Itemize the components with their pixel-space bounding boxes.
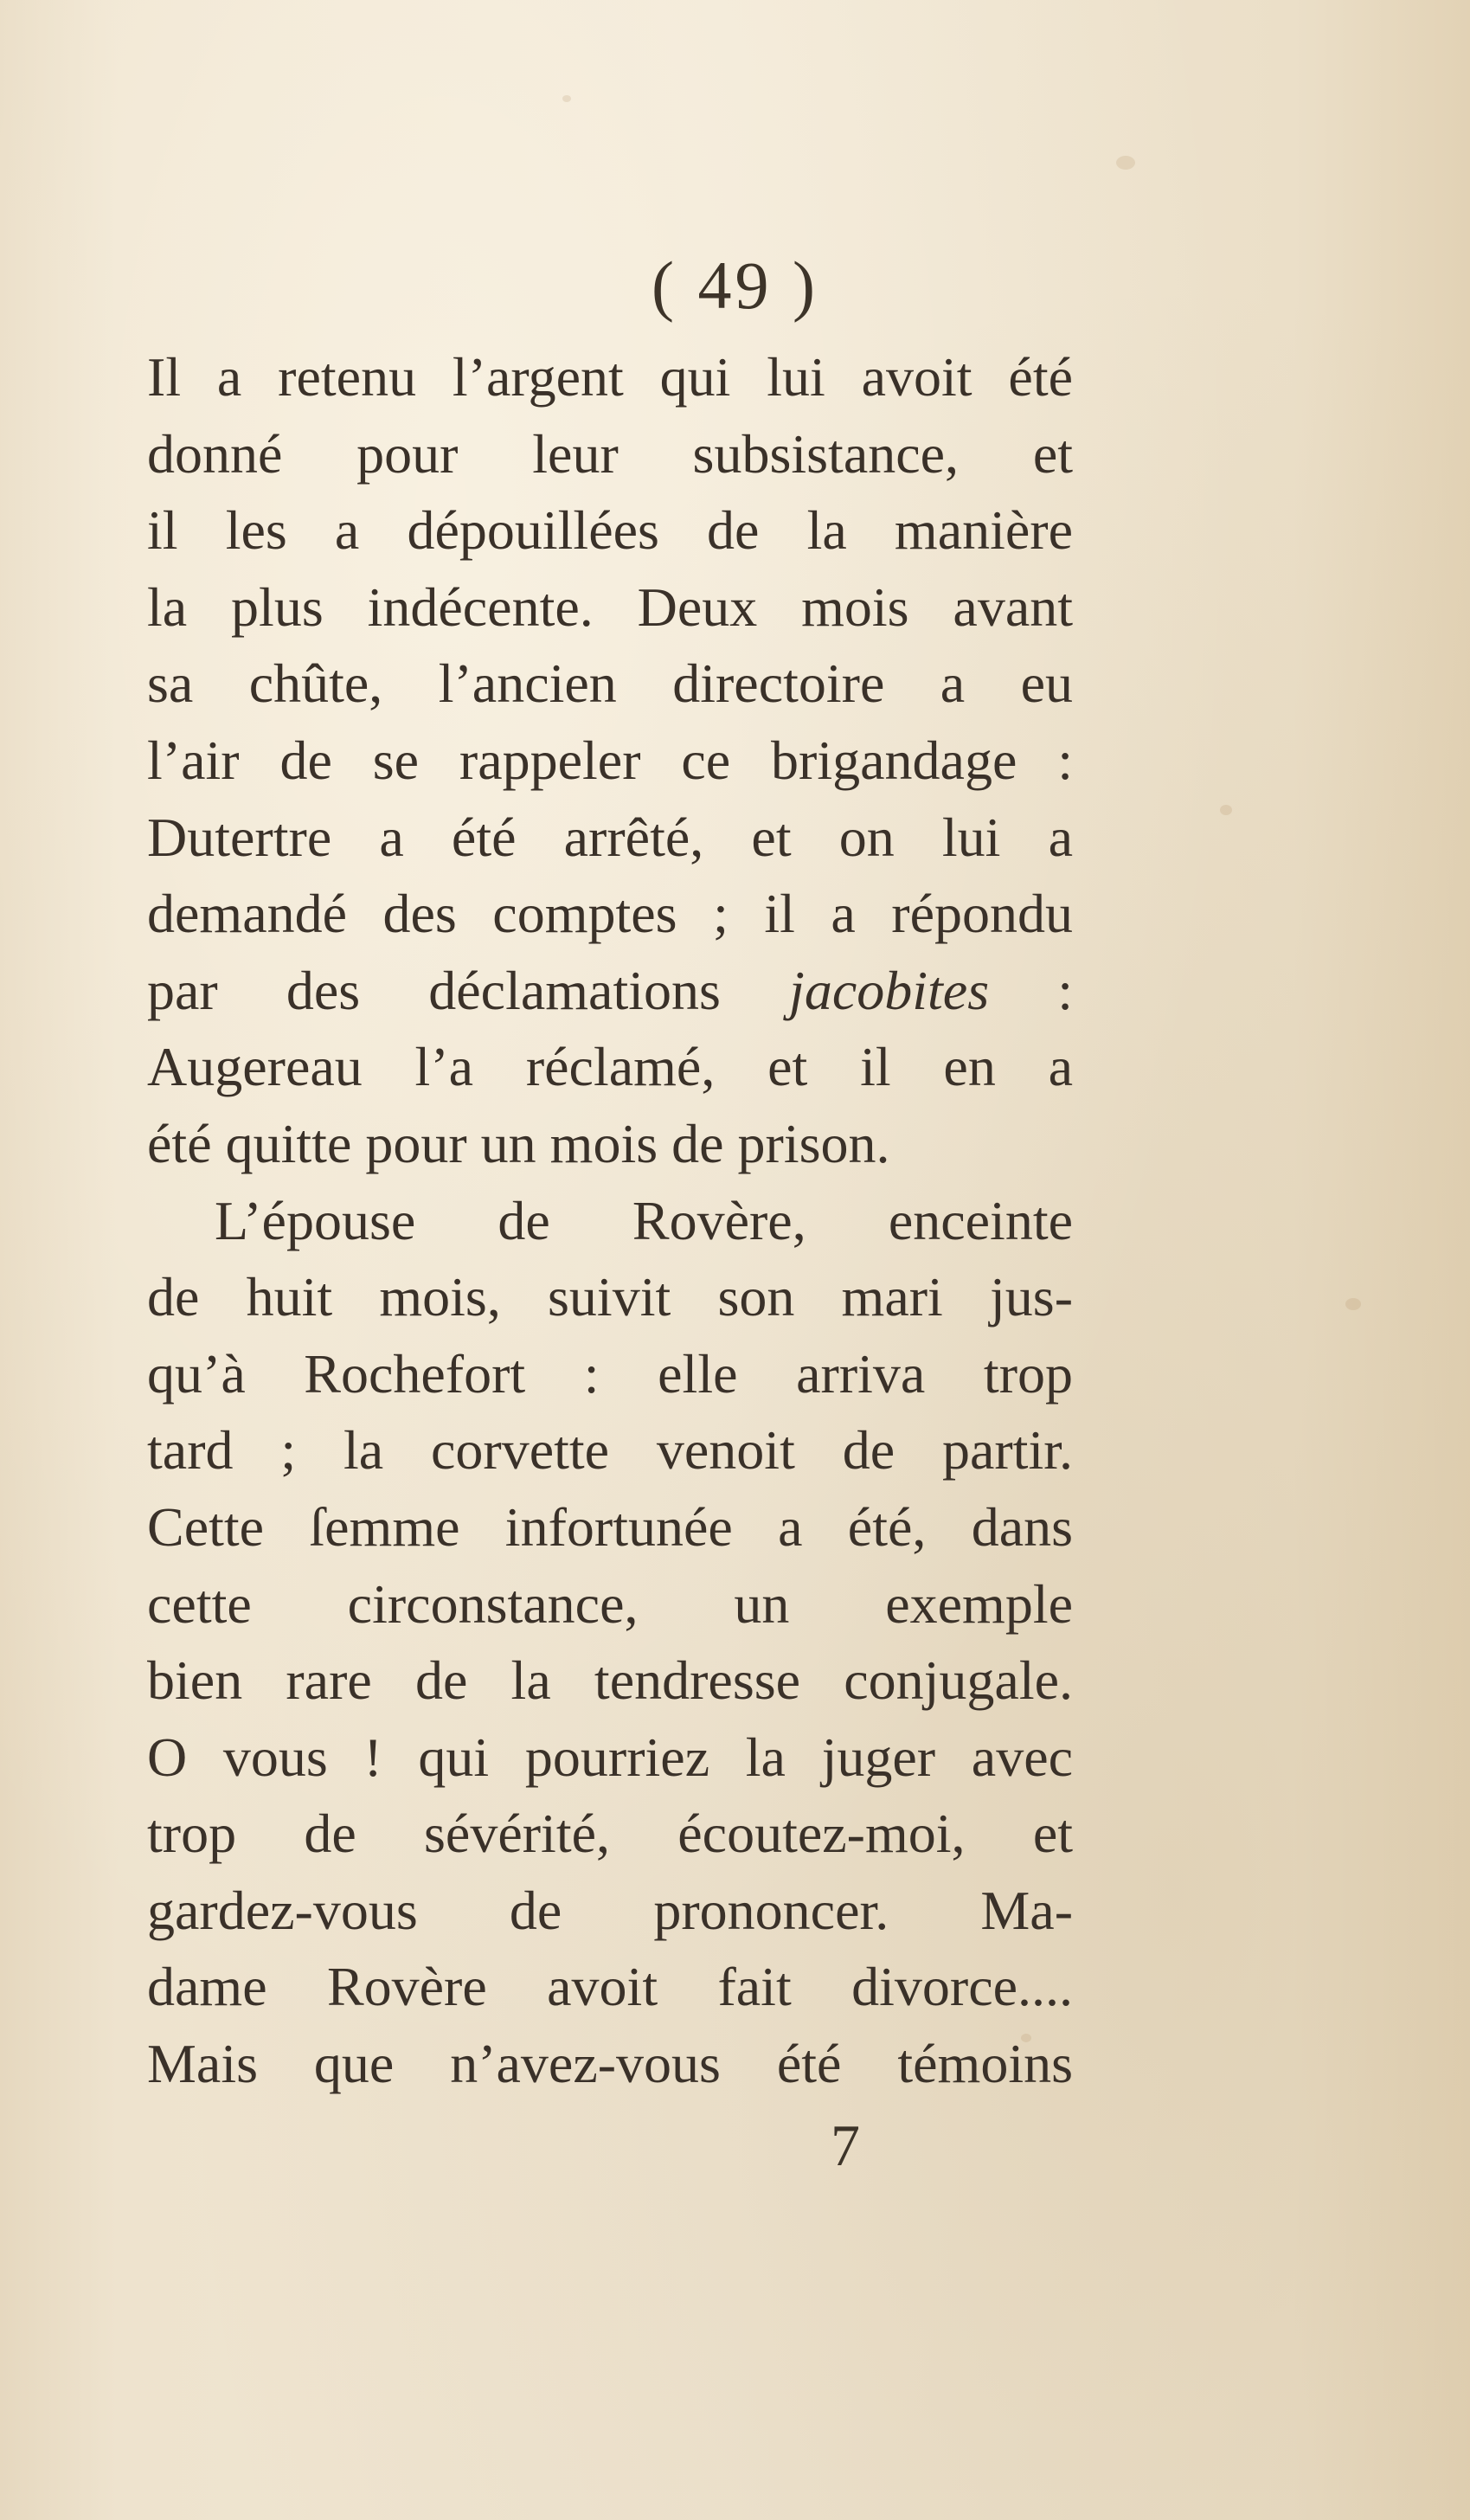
text-line: Mais que n’avez-vous été témoins <box>147 2033 1073 2095</box>
foxing-spot <box>1220 805 1232 815</box>
text-line: la plus indécente. Deux mois avant <box>147 575 1073 638</box>
text-line: il les a dépouillées de la manière <box>147 499 1073 562</box>
text-segment: : <box>1057 959 1074 1021</box>
text-line: O vous ! qui pourriez la juger avec <box>147 1726 1073 1788</box>
signature-mark: 7 <box>831 2112 860 2178</box>
text-line: gardez-vous de prononcer. Ma- <box>147 1879 1073 1941</box>
text-line: sa chûte, l’ancien directoire a eu <box>147 652 1073 715</box>
text-segment: par des déclamations <box>147 959 721 1021</box>
text-line: demandé des comptes ; il a répondu <box>147 883 1073 945</box>
text-line: Augereau l’a réclamé, et il en a <box>147 1036 1073 1098</box>
foxing-spot <box>562 95 571 102</box>
text-line <box>147 953 1073 1030</box>
foxing-spot <box>1116 156 1135 170</box>
paragraph-start-line: L’épouse de Rovère, enceinte <box>215 1189 1073 1251</box>
foxing-spot <box>1345 1298 1361 1310</box>
body-text <box>147 339 1073 2103</box>
text-line: Dutertre a été arrêté, et on lui a <box>147 806 1073 868</box>
text-line: Cette ſemme infortunée a été, dans <box>147 1495 1073 1558</box>
page-number: ( 49 ) <box>652 248 818 323</box>
italic-word: jacobites <box>789 959 990 1021</box>
text-line: été quitte pour un mois de prison. <box>147 1112 890 1174</box>
text-line: Il a retenu l’argent qui lui avoit été <box>147 346 1073 408</box>
text-line: bien rare de la tendresse conjugale. <box>147 1649 1073 1712</box>
text-line: donné pour leur subsistance, et <box>147 422 1073 485</box>
text-line: tard ; la corvette venoit de partir. <box>147 1419 1073 1482</box>
text-line: qu’à Rochefort : elle arriva trop <box>147 1342 1073 1405</box>
text-line: cette circonstance, un exemple <box>147 1572 1073 1635</box>
text-line: trop de sévérité, écoutez-moi, et <box>147 1803 1073 1865</box>
text-line: de huit mois, suivit son mari jus- <box>147 1266 1073 1328</box>
text-line: dame Rovère avoit fait divorce.... <box>147 1956 1073 2018</box>
text-line: l’air de se rappeler ce brigandage : <box>147 729 1073 791</box>
